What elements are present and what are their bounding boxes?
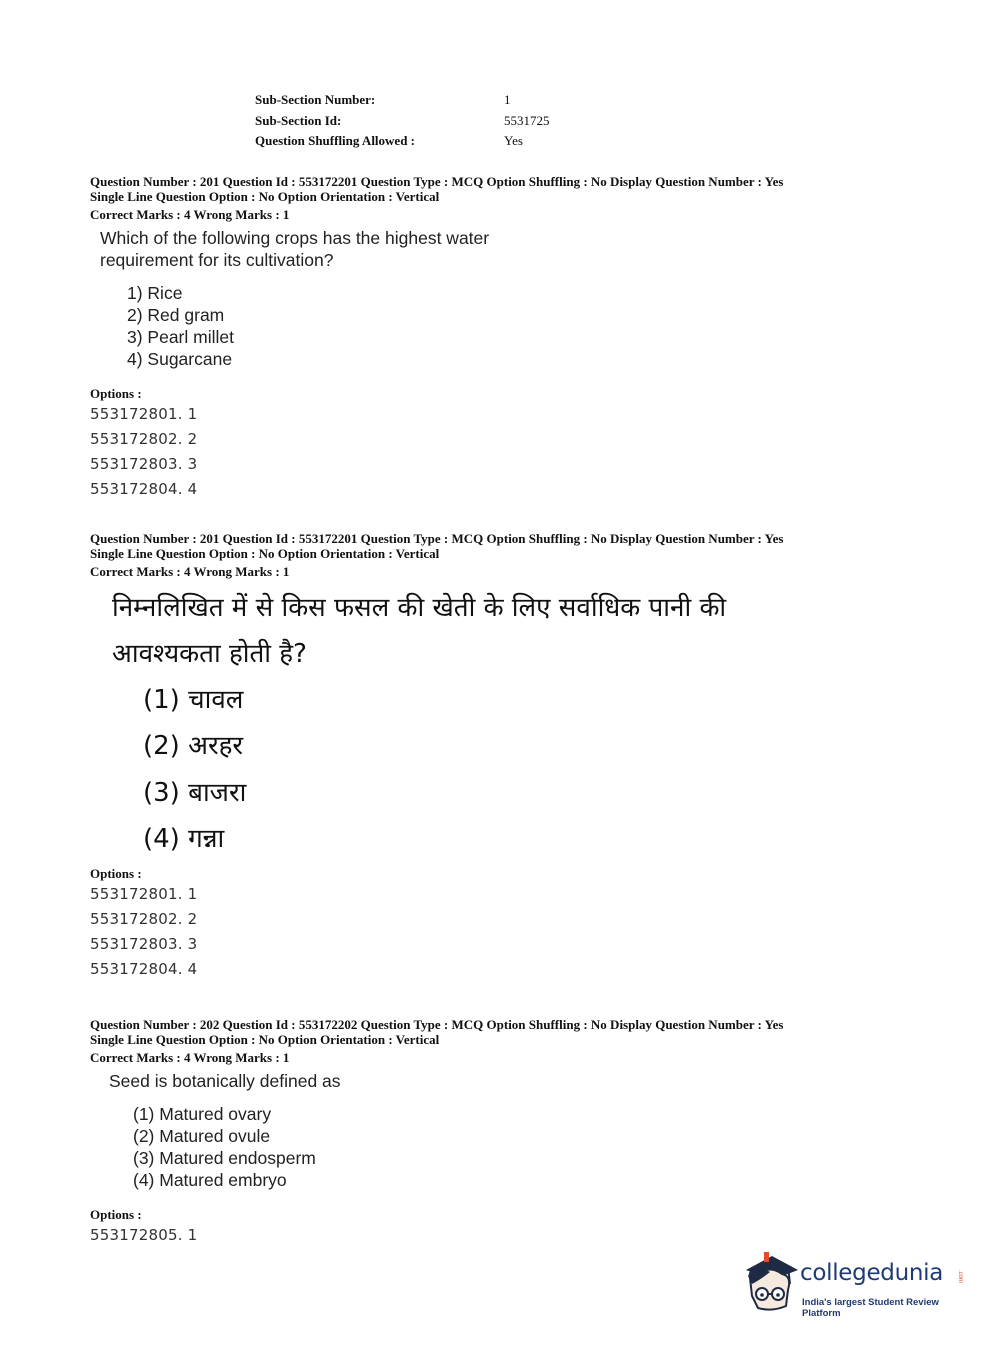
subsection-number-value: 1 <box>504 92 511 107</box>
choice-list <box>90 677 950 863</box>
choice-item: 1) Rice <box>127 282 183 303</box>
logo-wordmark: collegedunia <box>800 1260 944 1286</box>
subsection-id-label: Sub-Section Id: <box>255 112 342 128</box>
question-text-line: requirement for its cultivation? <box>100 249 334 270</box>
option-code: 553172804. 4 <box>90 479 198 498</box>
subsection-id-row <box>255 111 550 132</box>
subsection-number-label: Sub-Section Number: <box>255 92 376 107</box>
choice-item: (2) अरहर <box>143 731 244 761</box>
question-text-line: निम्नलिखित में से किस फसल की खेती के लिए सर्वाधिक पानी की <box>112 592 727 623</box>
option-code: 553172802. 2 <box>90 909 198 928</box>
choice-item: (1) Matured ovary <box>133 1103 272 1124</box>
question-text-line: Which of the following crops has the highest water <box>100 227 490 248</box>
question-marks: Correct Marks : 4 Wrong Marks : 1 <box>90 1050 290 1065</box>
question-text <box>90 1070 950 1092</box>
option-code: 553172803. 3 <box>90 934 198 953</box>
options-label: Options : <box>90 385 142 401</box>
subsection-shuffle-row <box>255 131 550 152</box>
subsection-shuffle-label: Question Shuffling Allowed : <box>255 133 416 148</box>
choice-item: 2) Red gram <box>127 304 225 325</box>
question-meta: Question Number : 202 Question Id : 553172202 Question Type : MCQ Option Shuffling : No Display Question Number : Yes <box>90 1017 784 1032</box>
question-meta-orientation: Single Line Question Option : No Option Orientation : Vertical <box>90 188 440 204</box>
choice-item: 3) Pearl millet <box>127 326 234 347</box>
choice-item: (2) Matured ovule <box>133 1125 271 1146</box>
choice-list <box>90 1103 950 1191</box>
logo-tagline: India's largest Student Review Platform <box>802 1297 939 1319</box>
question-text <box>90 585 950 677</box>
option-code: 553172801. 1 <box>90 404 198 423</box>
options-label: Options : <box>90 865 142 881</box>
option-code-list <box>90 1223 950 1248</box>
subsection-id-value: 5531725 <box>504 112 550 128</box>
question-text <box>90 227 950 271</box>
question-text-line: आवश्यकता होती है? <box>112 638 307 669</box>
question-marks: Correct Marks : 4 Wrong Marks : 1 <box>90 207 290 222</box>
collegedunia-logo <box>742 1250 967 1320</box>
mascot-icon <box>742 1250 800 1314</box>
option-code: 553172804. 4 <box>90 959 198 978</box>
logo-suffix: .com <box>957 1270 963 1284</box>
question-202-english <box>90 1018 950 1248</box>
choice-item: (1) चावल <box>143 684 244 715</box>
options-label: Options : <box>90 1206 142 1222</box>
option-code: 553172801. 1 <box>90 884 198 903</box>
choice-list <box>90 282 950 370</box>
question-meta: Question Number : 201 Question Id : 553172201 Question Type : MCQ Option Shuffling : No Display Question Number : Yes <box>90 531 784 546</box>
question-201-hindi <box>90 532 950 982</box>
question-marks: Correct Marks : 4 Wrong Marks : 1 <box>90 564 290 579</box>
question-meta: Question Number : 201 Question Id : 553172201 Question Type : MCQ Option Shuffling : No Display Question Number : Yes <box>90 174 784 189</box>
option-code-list <box>90 402 950 502</box>
subsection-info <box>255 90 550 152</box>
subsection-shuffle-value: Yes <box>504 133 523 148</box>
question-201-english <box>90 175 950 502</box>
choice-item: (3) बाजरा <box>143 777 247 808</box>
option-code-list <box>90 882 950 982</box>
question-meta-orientation: Single Line Question Option : No Option Orientation : Vertical <box>90 1031 440 1047</box>
subsection-number-row <box>255 90 550 111</box>
question-meta-orientation: Single Line Question Option : No Option Orientation : Vertical <box>90 545 440 561</box>
option-code: 553172802. 2 <box>90 429 198 448</box>
choice-item: (3) Matured endosperm <box>133 1147 316 1168</box>
choice-item: (4) गन्ना <box>143 824 225 854</box>
option-code: 553172803. 3 <box>90 454 198 473</box>
question-text-line: Seed is botanically defined as <box>109 1070 341 1091</box>
choice-item: 4) Sugarcane <box>127 348 233 369</box>
choice-item: (4) Matured embryo <box>133 1169 287 1190</box>
option-code: 553172805. 1 <box>90 1225 198 1244</box>
